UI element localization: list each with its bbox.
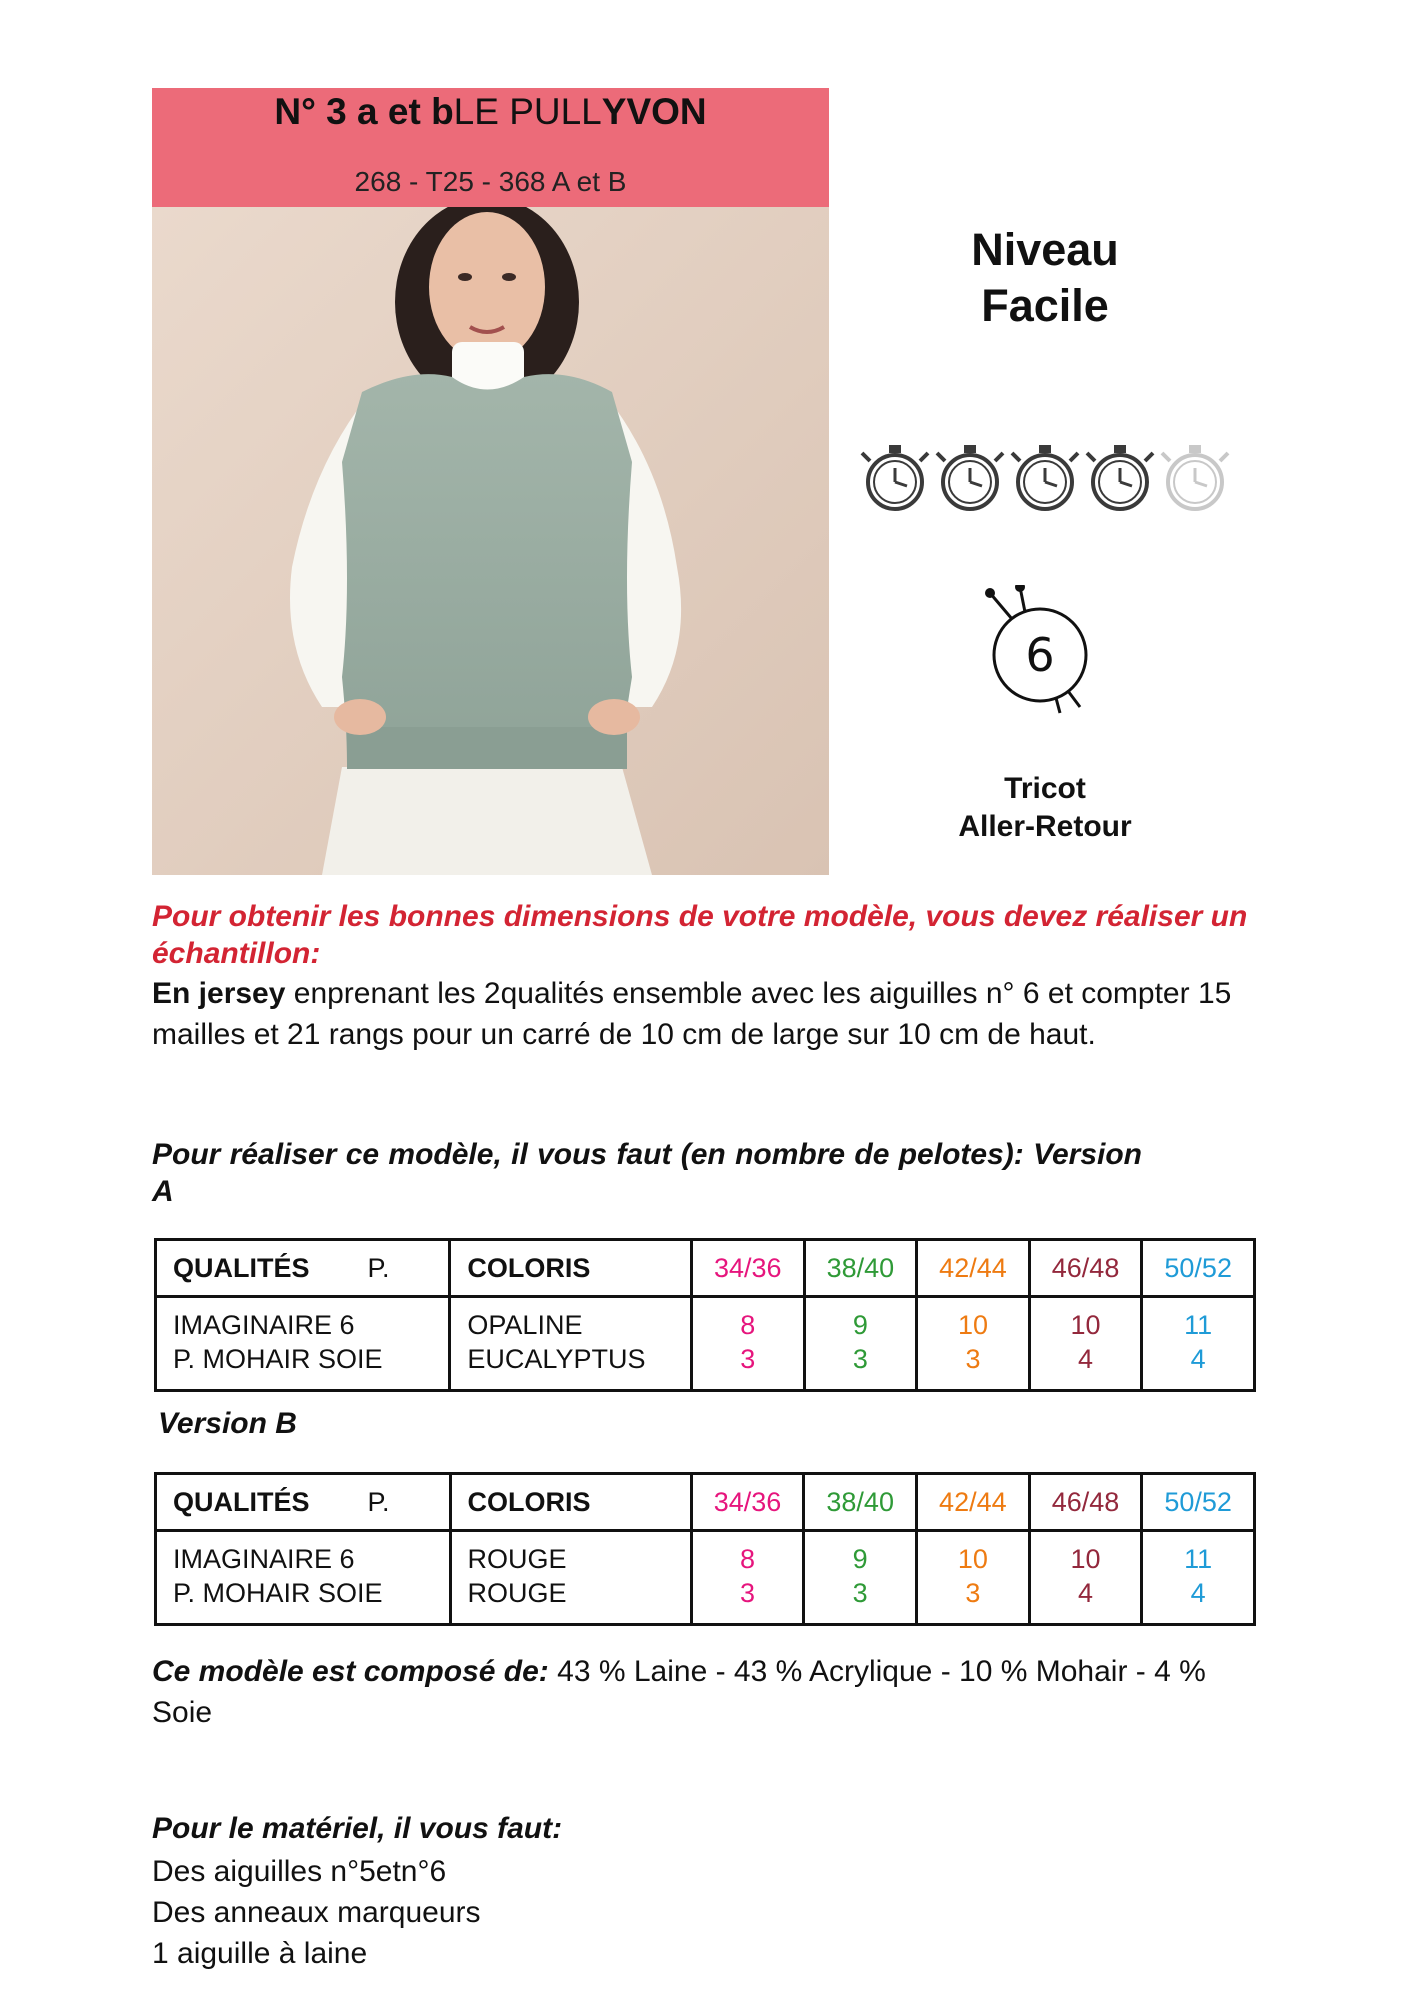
- materials-heading: Pour le matériel, il vous faut:: [152, 1812, 563, 1845]
- knitting-needle-icon: [980, 585, 1100, 715]
- colors-header: COLORIS: [450, 1240, 692, 1297]
- yarn-composition: Ce modèle est composé de: 43 % Laine - 43 % Acrylique - 10 % Mohair - 4 % Soie: [152, 1655, 1206, 1729]
- materials-item: 1 aiguille à laine: [152, 1937, 368, 1970]
- gauge-heading: Pour obtenir les bonnes dimensions de votre modèle, vous devez réaliser un échantillon:: [152, 900, 1248, 970]
- level-label: Niveau: [971, 224, 1119, 275]
- version-b-heading: Version B: [158, 1407, 297, 1440]
- stopwatch-icon: [1162, 445, 1228, 509]
- size-header: 38/40: [804, 1474, 917, 1531]
- size-header: 42/44: [917, 1240, 1030, 1297]
- qualities-header: QUALITÉS P.: [156, 1240, 450, 1297]
- model-photo: [152, 207, 829, 875]
- pattern-reference: 268 - T25 - 368 A et B: [354, 166, 627, 197]
- size-header: 42/44: [917, 1474, 1030, 1531]
- qualities-cell: IMAGINAIRE 6 P. MOHAIR SOIE: [156, 1297, 450, 1391]
- qualities-cell: IMAGINAIRE 6 P. MOHAIR SOIE: [156, 1531, 451, 1625]
- size-header: 50/52: [1142, 1240, 1255, 1297]
- quantity-cell: 8 3: [691, 1297, 804, 1391]
- needle-size-label: 6: [1025, 628, 1055, 682]
- colors-cell: OPALINE EUCALYPTUS: [450, 1297, 692, 1391]
- yarn-table-version-b: [154, 1472, 1256, 1626]
- pattern-header: [152, 88, 829, 207]
- size-header: 34/36: [691, 1240, 804, 1297]
- size-header: 50/52: [1142, 1474, 1255, 1531]
- model-photo-illustration: [152, 207, 829, 875]
- technique-line-1: Tricot: [1004, 772, 1086, 805]
- colors-header: COLORIS: [450, 1474, 691, 1531]
- quantity-cell: 10 3: [917, 1531, 1030, 1625]
- quantity-cell: 11 4: [1142, 1531, 1255, 1625]
- yarn-requirements-heading: Pour réaliser ce modèle, il vous faut (en nombre de pelotes): Version A: [152, 1138, 1142, 1208]
- stopwatch-icons: [855, 435, 1235, 515]
- quantity-cell: 10 4: [1029, 1531, 1142, 1625]
- level-value: Facile: [981, 280, 1109, 331]
- gauge-instructions: En jersey enprenant les 2qualités ensemble avec les aiguilles n° 6 et compter 15 mailles et 21 rangs pour un carré de 10 cm de large sur 10 cm de haut.: [152, 977, 1232, 1051]
- knitting-technique: [880, 770, 1210, 846]
- stopwatch-icon: [1012, 445, 1078, 509]
- quantity-cell: 8 3: [691, 1531, 804, 1625]
- quantity-cell: 9 3: [804, 1297, 917, 1391]
- stopwatch-icon: [1087, 445, 1153, 509]
- size-header: 46/48: [1029, 1474, 1142, 1531]
- size-header: 34/36: [691, 1474, 804, 1531]
- quantity-cell: 10 3: [917, 1297, 1030, 1391]
- materials-item: Des aiguilles n°5etn°6: [152, 1855, 447, 1888]
- stopwatch-icon: [862, 445, 928, 509]
- yarn-table-version-a: [154, 1238, 1256, 1392]
- materials-list: [152, 1851, 481, 1974]
- quantity-cell: 11 4: [1142, 1297, 1255, 1391]
- difficulty-level: [880, 222, 1210, 334]
- difficulty-rating: [855, 435, 1235, 515]
- stopwatch-icon: [937, 445, 1003, 509]
- size-header: 46/48: [1029, 1240, 1142, 1297]
- technique-line-2: Aller-Retour: [958, 810, 1132, 843]
- size-header: 38/40: [804, 1240, 917, 1297]
- quantity-cell: 9 3: [804, 1531, 917, 1625]
- qualities-header: QUALITÉS P.: [156, 1474, 451, 1531]
- pattern-title: N° 3 a et bLE PULLYVON: [274, 91, 707, 132]
- colors-cell: ROUGE ROUGE: [450, 1531, 691, 1625]
- materials-item: Des anneaux marqueurs: [152, 1896, 481, 1929]
- needle-size-indicator: [980, 585, 1100, 715]
- quantity-cell: 10 4: [1029, 1297, 1142, 1391]
